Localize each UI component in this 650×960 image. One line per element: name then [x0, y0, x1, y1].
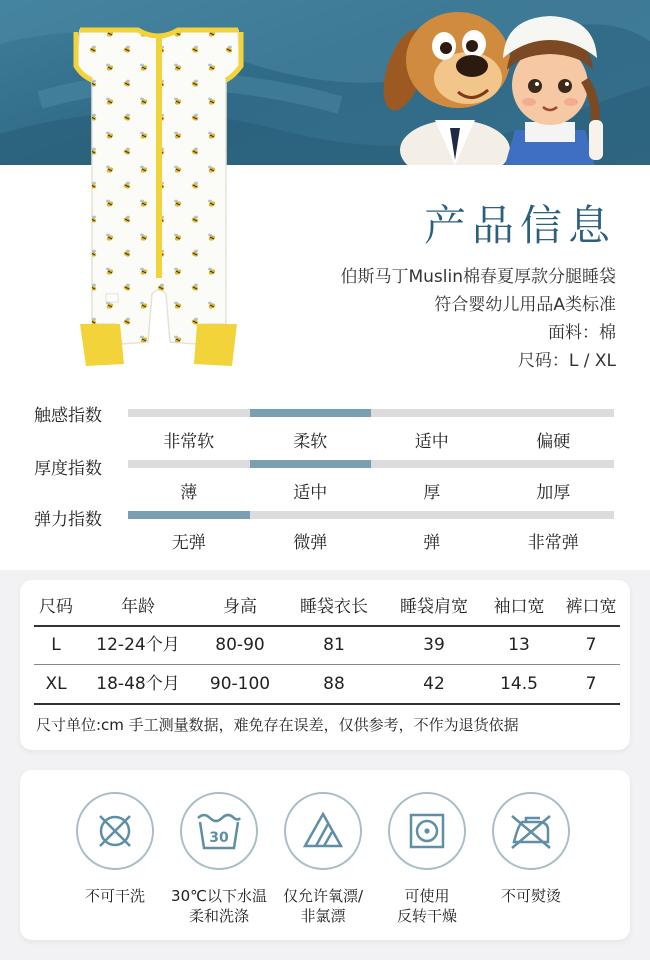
thickness-index-title: 厚度指数: [34, 459, 102, 479]
size-note: 尺寸单位:cm 手工测量数据，难免存在误差，仅供参考，不作为退货依据: [36, 716, 519, 734]
thickness-label-thick: 厚: [423, 483, 441, 503]
elasticity-index-title: 弹力指数: [34, 510, 102, 530]
cell-height: 90-100: [209, 674, 271, 694]
index-section: [0, 385, 650, 570]
care-label-line2: 柔和洗涤: [188, 907, 249, 925]
header-length: 睡袋衣长: [300, 597, 368, 617]
cell-height: 80-90: [215, 635, 265, 655]
header-size: 尺码: [39, 597, 73, 617]
softness-label-hard: 偏硬: [536, 432, 571, 452]
care-instructions-card: [20, 770, 630, 940]
tumble-dry-icon: [404, 808, 450, 854]
header-age: 年龄: [121, 597, 155, 617]
elasticity-index-bar: [128, 511, 614, 519]
wash-temperature: 30: [209, 830, 229, 846]
table-row: [34, 626, 620, 664]
cell-sleeve: 14.5: [500, 674, 538, 694]
softness-label-medium: 适中: [414, 432, 449, 452]
care-label-line2: 非氯漂: [300, 907, 346, 925]
care-item-wash-30: [164, 792, 274, 926]
elasticity-label-slight: 微弹: [293, 533, 328, 553]
thickness-index-bar: [128, 460, 614, 468]
header-leg-opening: 裤口宽: [565, 597, 617, 617]
cell-leg-opening: 7: [585, 635, 597, 655]
girl-character-illustration: [485, 10, 615, 165]
cell-age: 12-24个月: [96, 635, 180, 655]
care-label-line1: 不可干洗: [84, 887, 145, 905]
sleeping-bag-image: [66, 24, 251, 369]
softness-label-very-soft: 非常软: [163, 432, 215, 452]
care-label-line1: 不可熨烫: [500, 887, 561, 905]
care-item-no-dry-clean: [60, 792, 170, 906]
header-sleeve: 袖口宽: [493, 597, 545, 617]
softness-index-selected: [250, 409, 372, 417]
cell-length: 88: [323, 674, 345, 694]
cell-shoulder: 39: [423, 635, 445, 655]
cell-leg-opening: 7: [585, 674, 597, 694]
thickness-label-medium: 适中: [293, 483, 328, 503]
cell-size: L: [51, 635, 61, 655]
cell-age: 18-48个月: [96, 674, 180, 694]
softness-label-soft: 柔软: [293, 432, 328, 452]
table-rule-bottom: [34, 703, 620, 705]
cell-length: 81: [323, 635, 345, 655]
product-standard: 符合婴幼儿用品A类标准: [434, 295, 616, 315]
care-label-line1: 可使用: [404, 887, 450, 905]
header-shoulder: 睡袋肩宽: [400, 597, 468, 617]
no-dry-clean-icon: [92, 808, 138, 854]
care-label-line1: 30℃以下水温: [171, 887, 267, 905]
elasticity-label-none: 无弹: [171, 533, 206, 553]
product-fabric: 面料：棉: [548, 323, 616, 343]
care-label-line2: 反转干燥: [396, 907, 457, 925]
softness-index-title: 触感指数: [34, 406, 102, 426]
size-table-card: [20, 580, 630, 750]
product-size: 尺码：L / XL: [517, 351, 616, 371]
oxygen-bleach-icon: [300, 808, 346, 854]
product-title: 产品信息: [423, 201, 616, 250]
care-item-oxygen-bleach: [268, 792, 378, 926]
product-name: 伯斯马丁Muslin棉春夏厚款分腿睡袋: [340, 267, 616, 287]
care-item-no-iron: [476, 792, 586, 906]
cell-sleeve: 13: [508, 635, 530, 655]
wash-30-icon: [194, 808, 244, 854]
header-height: 身高: [223, 597, 257, 617]
no-iron-icon: [506, 808, 556, 854]
thickness-index-selected: [250, 460, 372, 468]
care-label-line1: 仅允许氧漂/: [282, 887, 364, 905]
cell-size: XL: [45, 674, 67, 694]
elasticity-label-elastic: 弹: [423, 533, 441, 553]
thickness-label-extra-thick: 加厚: [536, 483, 571, 503]
table-row: [34, 665, 620, 703]
thickness-label-thin: 薄: [180, 483, 198, 503]
cell-shoulder: 42: [423, 674, 445, 694]
size-table-header: [34, 588, 620, 626]
care-item-tumble-dry: [372, 792, 482, 926]
elasticity-index-selected: [128, 511, 250, 519]
softness-index-bar: [128, 409, 614, 417]
elasticity-label-very-elastic: 非常弹: [527, 533, 579, 553]
